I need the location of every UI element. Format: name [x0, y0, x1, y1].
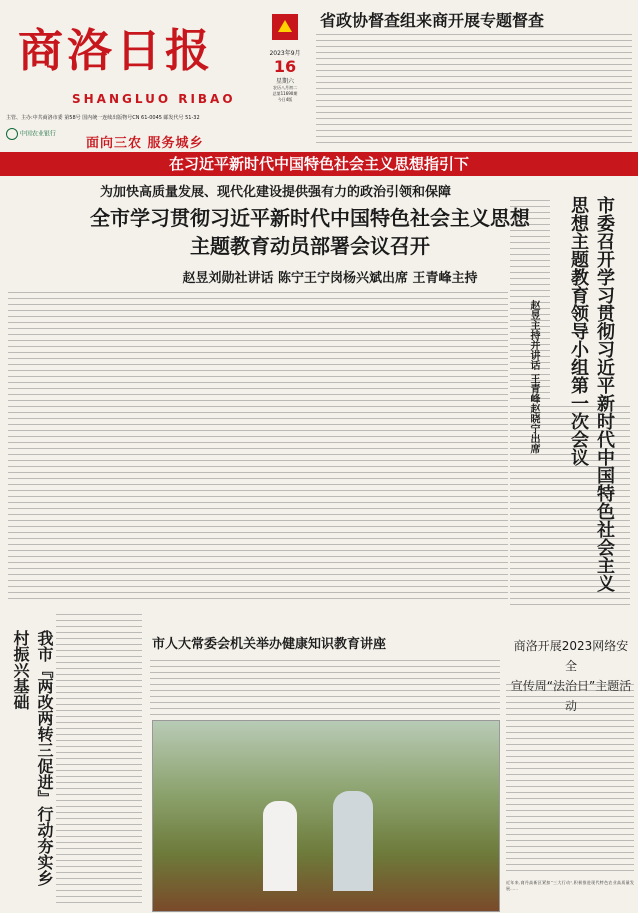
person-figure-1: [263, 801, 297, 891]
lead-headline-line-1: 全市学习贯彻习近平新时代中国特色社会主义思想: [90, 206, 530, 230]
net-story-headline-line-2: 宣传周“法治日”主题活动: [510, 679, 632, 713]
right-story-subhead: 赵昱主持并讲话 王青峰赵晓宁出席: [528, 300, 539, 454]
party-emblem-icon: [272, 14, 298, 40]
person-figure-2: [333, 791, 373, 891]
field-photo: [152, 720, 500, 912]
newspaper-title: 商洛日报: [18, 24, 215, 77]
right-article-body-b: [510, 406, 630, 606]
lead-headline: [40, 204, 580, 260]
left-story-headline: 我市『两改两转三促进』行动夯实乡村振兴基础: [11, 630, 54, 886]
lead-headline-line-2: 主题教育动员部署会议召开: [190, 234, 430, 258]
net-article-body: [506, 684, 634, 874]
bank-name: 中国农业银行: [19, 130, 56, 138]
theme-banner-text: 在习近平新时代中国特色社会主义思想指引下: [168, 155, 469, 173]
newspaper-pinyin: SHANGLUO RIBAO: [72, 92, 236, 106]
net-story-headline-line-1: 商洛开展2023网络安全: [513, 639, 629, 673]
health-article-body: [150, 660, 500, 716]
lead-subhead: 赵昱刘勋社讲话 陈宁王宁岗杨兴斌出席 王青峰主持: [182, 271, 478, 286]
lead-article-body: [8, 292, 508, 602]
health-story-headline: 市人大常委会机关举办健康知识教育讲座: [152, 637, 387, 652]
photo-caption: 近年来,商丹高新区紧扣“三大行动”,积极推进现代特色农业高质量发展……: [506, 880, 634, 891]
dateline: [262, 14, 308, 103]
bank-slogan: 面向三农 服务城乡: [86, 136, 204, 151]
issue-number: 总第11690期: [272, 91, 298, 96]
top-headline: 省政协督查组来商开展专题督查: [320, 11, 545, 30]
left-article-body: [56, 614, 142, 904]
right-story-headline: 市委召开学习贯彻习近平新时代中国特色社会主义思想主题教育领导小组第一次会议: [568, 196, 615, 592]
bank-logo-icon: [6, 128, 18, 140]
lead-kicker: 为加快高质量发展、现代化建设提供强有力的政治引领和保障: [100, 185, 452, 200]
lunar-date: 农历八月初二: [273, 85, 297, 90]
date-day: 16: [273, 57, 297, 76]
bank-logo: [6, 128, 74, 146]
date-year-month: 2023年9月: [269, 50, 301, 57]
theme-banner: [0, 152, 638, 176]
edition-count: 今日4版: [277, 97, 293, 102]
sponsor-line: 主管、主办:中共商洛市委 第58号 国内统一连续出版物号CN 61-0045 邮发代号 51-32: [6, 115, 200, 121]
top-article-body: [316, 34, 632, 144]
date-weekday: 星期六: [275, 78, 294, 85]
